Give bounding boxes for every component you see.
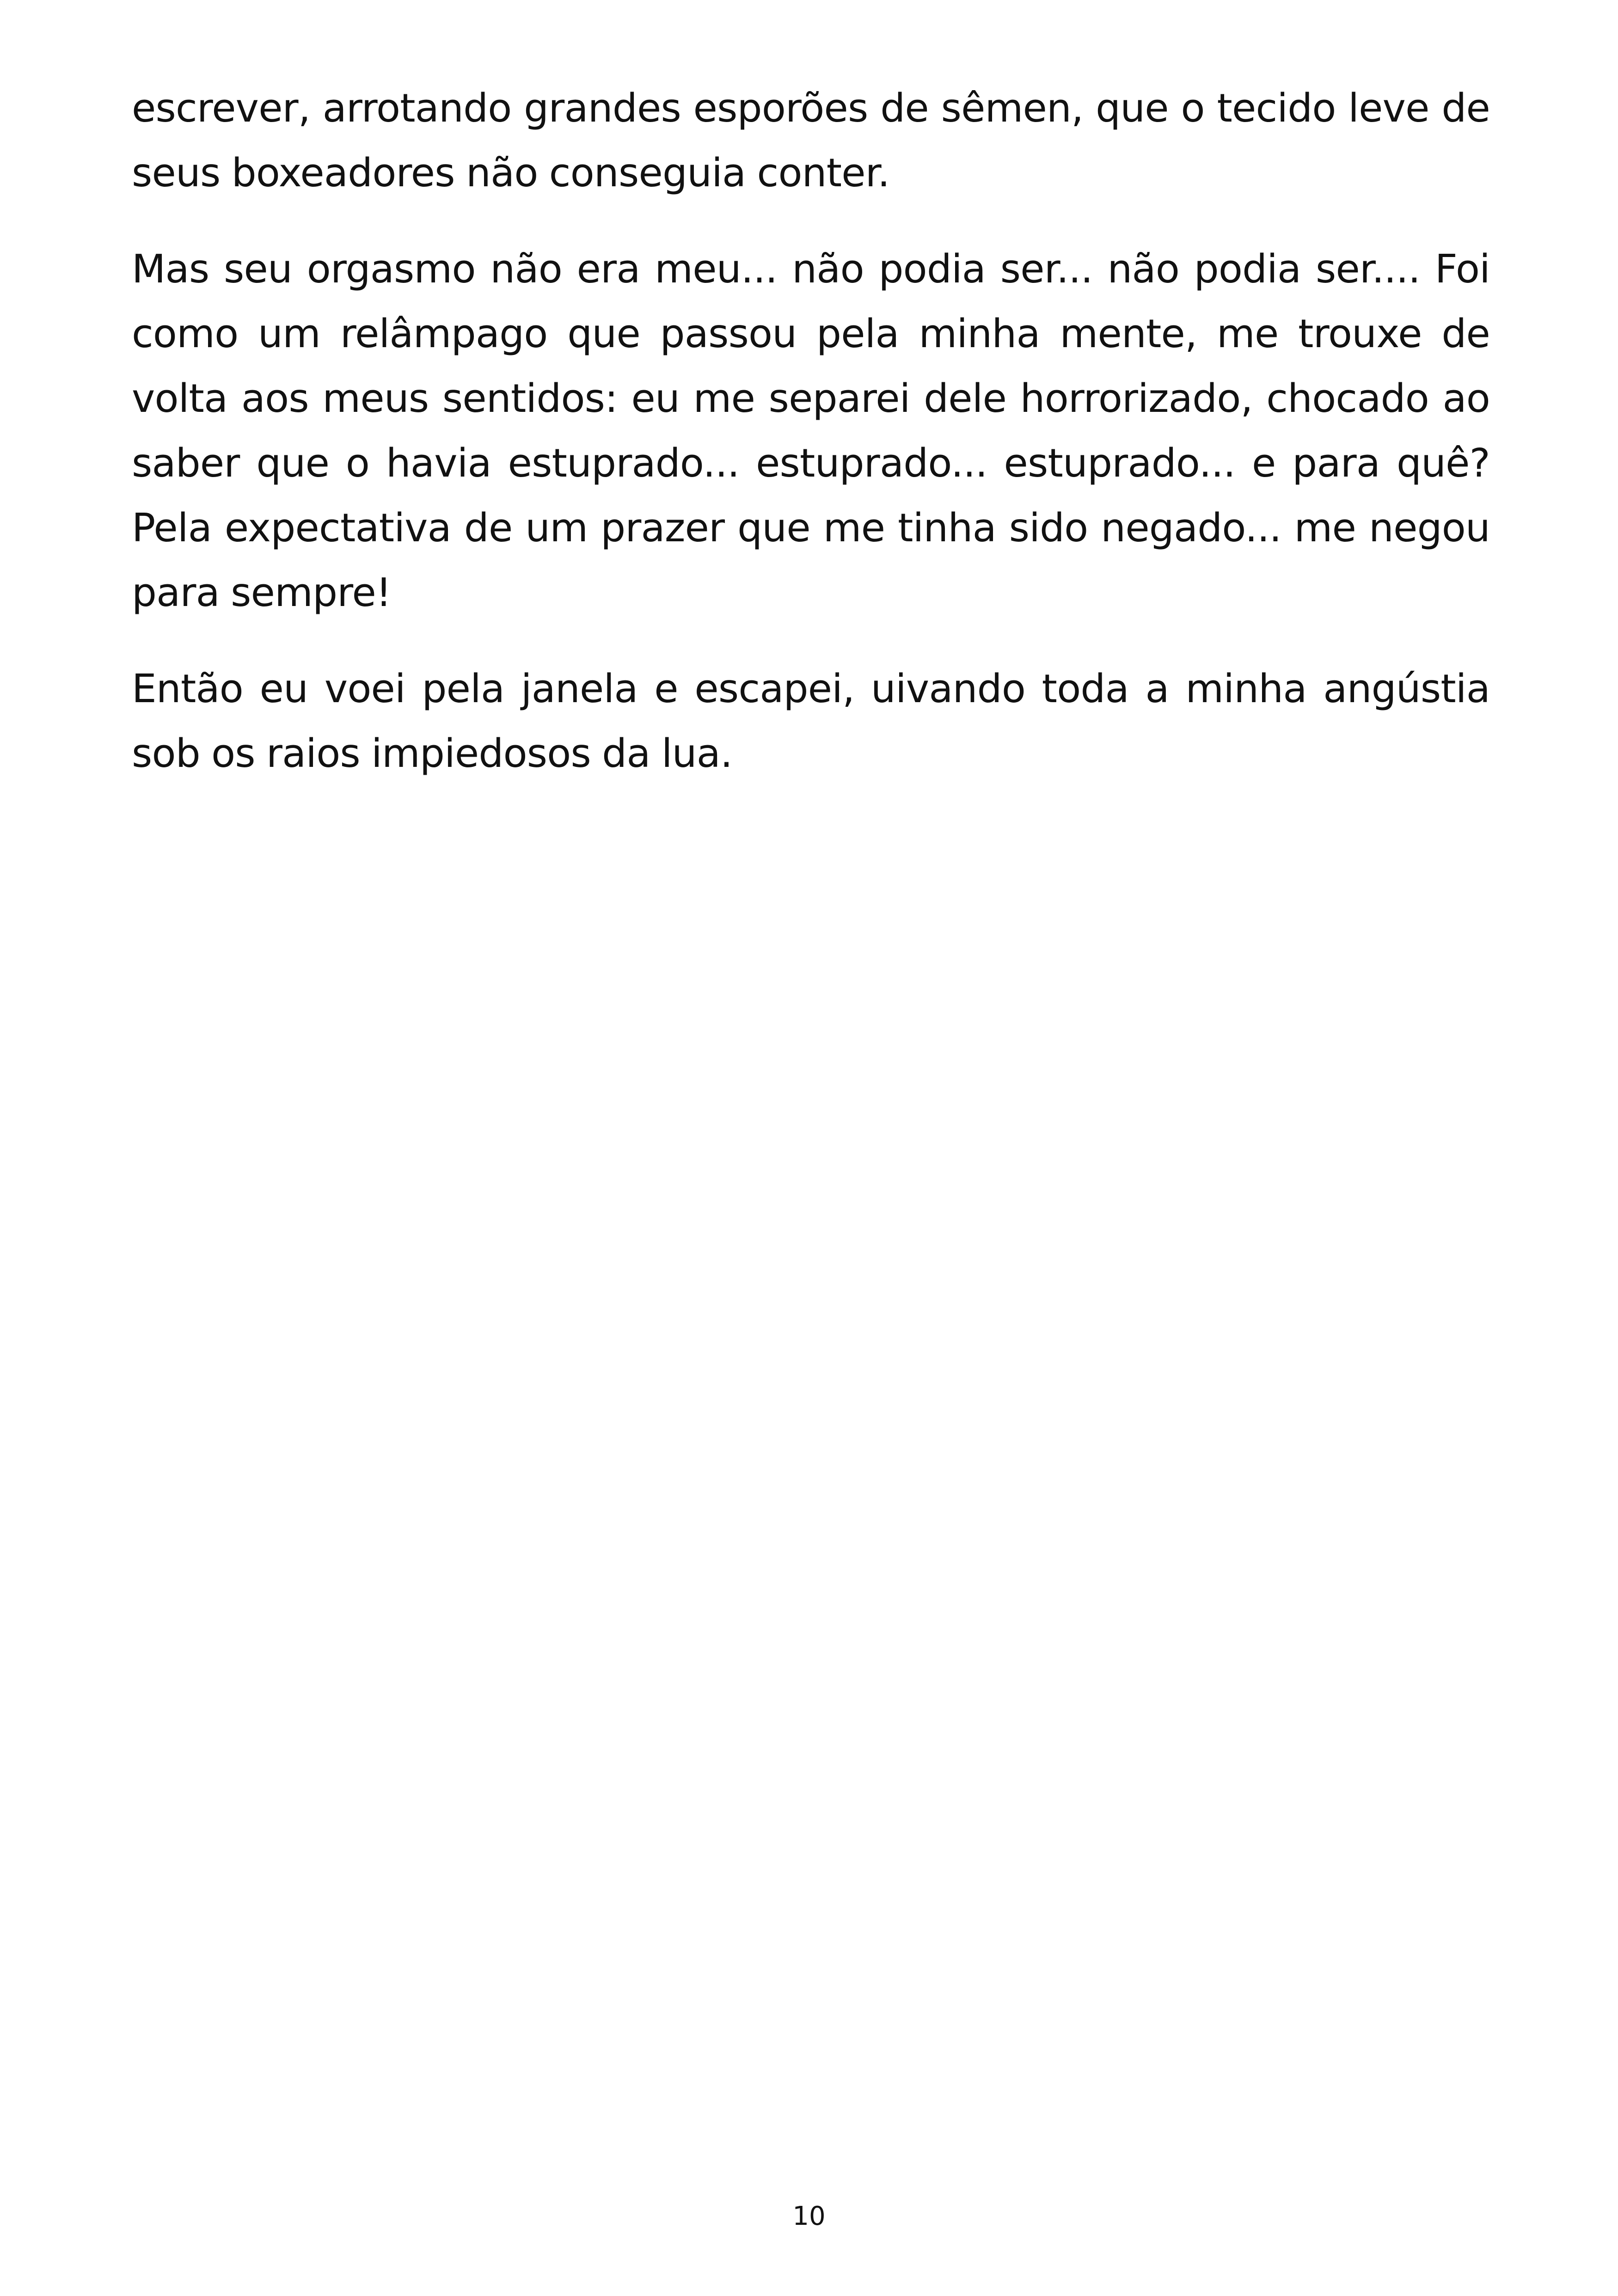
page-number: 10 [792,2201,826,2231]
paragraph-3: Então eu voei pela janela e escapei, uivando toda a minha angústia sob os raios impiedosos da lua. [132,666,1490,777]
paragraph-1: escrever, arrotando grandes esporões de sêmen, que o tecido leve de seus boxeadores não conseguia conter. [132,86,1490,196]
paragraph-2: Mas seu orgasmo não era meu... não podia ser... não podia ser.... Foi como um relâmpago que passou pela minha mente, me trouxe de volta aos meus sentidos: eu me separei dele horrorizado, chocado ao saber que o havia estuprado... estuprado... estuprado... e para quê? Pela expectativa de um prazer que me tinha sido negado... me negou para sempre! [132,246,1490,616]
body-text [132,76,1490,818]
